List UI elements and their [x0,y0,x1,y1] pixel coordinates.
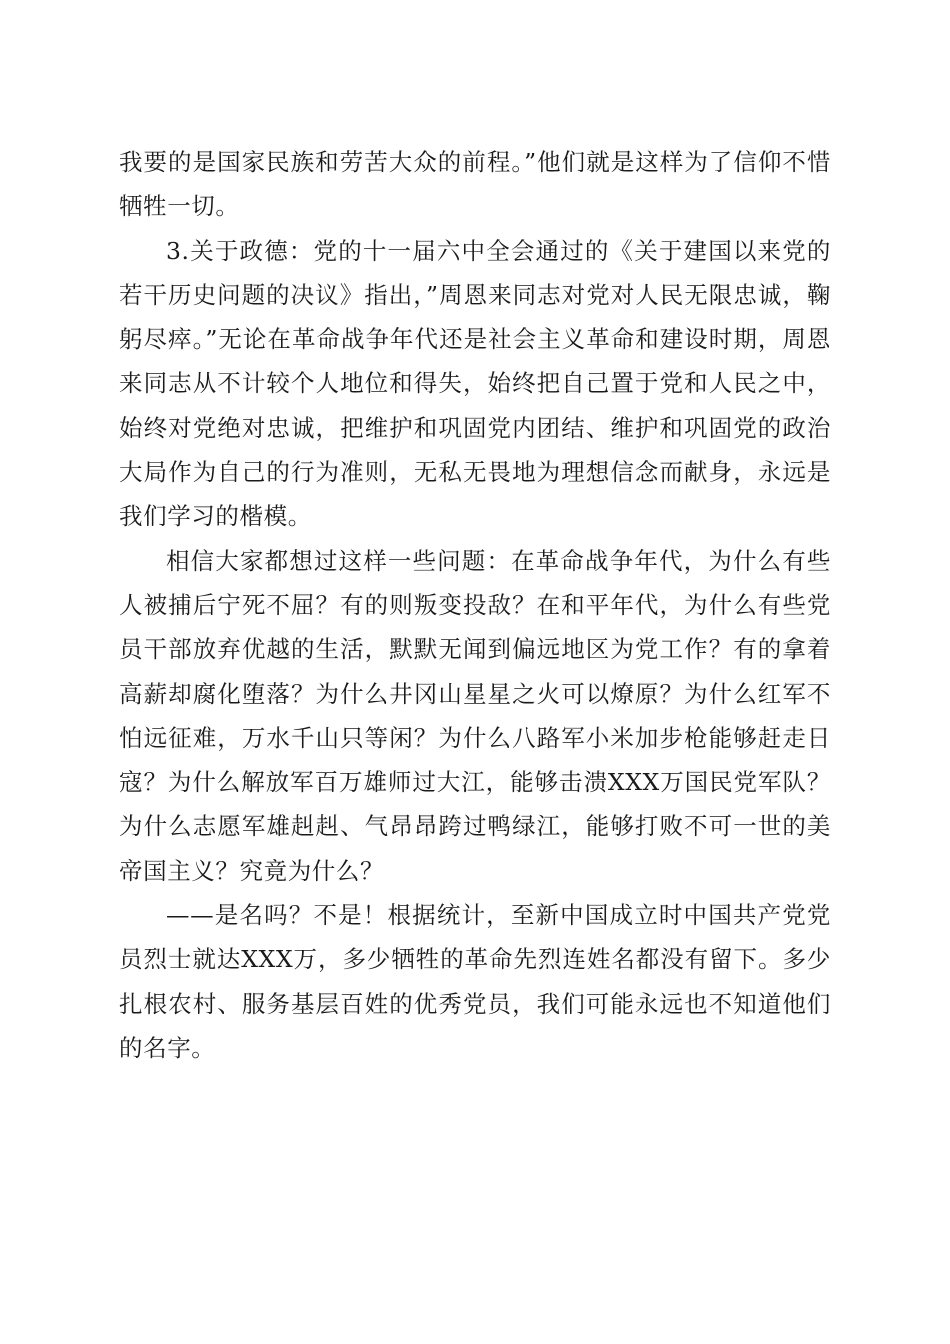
paragraph-2: 3.关于政德：党的十一届六中全会通过的《关于建国以来党的若干历史问题的决议》指出，”周恩来同志对党对人民无限忠诚，鞠躬尽瘁。”无论在革命战争年代还是社会主义革命和建设时期，周恩来同志从不计较个人地位和得失，始终把自己置于党和人民之中，始终对党绝对忠诚，把维护和巩固党内团结、维护和巩固党的政治大局作为自己的行为准则，无私无畏地为理想信念而献身，永远是我们学习的楷模。 [119,236,831,531]
paragraph-1: 我要的是国家民族和劳苦大众的前程。”他们就是这样为了信仰不惜牺牲一切。 [119,148,831,221]
paragraph-3: 相信大家都想过这样一些问题：在革命战争年代，为什么有些人被捕后宁死不屈？有的则叛变投敌？在和平年代，为什么有些党员干部放弃优越的生活，默默无闻到偏远地区为党工作？有的拿着高薪却腐化堕落？为什么井冈山星星之火可以燎原？为什么红军不怕远征难，万水千山只等闲？为什么八路军小米加步枪能够赶走日寇？为什么解放军百万雄师过大江，能够击溃XXX万国民党军队？为什么志愿军雄赳赳、气昂昂跨过鸭绿江，能够打败不可一世的美帝国主义？究竟为什么？ [119,546,831,885]
paragraph-4: ——是名吗？不是！根据统计，至新中国成立时中国共产党党员烈士就达XXX万，多少牺牲的革命先烈连姓名都没有留下。多少扎根农村、服务基层百姓的优秀党员，我们可能永远也不知道他们的名字。 [119,901,831,1062]
document-body [119,140,831,1070]
